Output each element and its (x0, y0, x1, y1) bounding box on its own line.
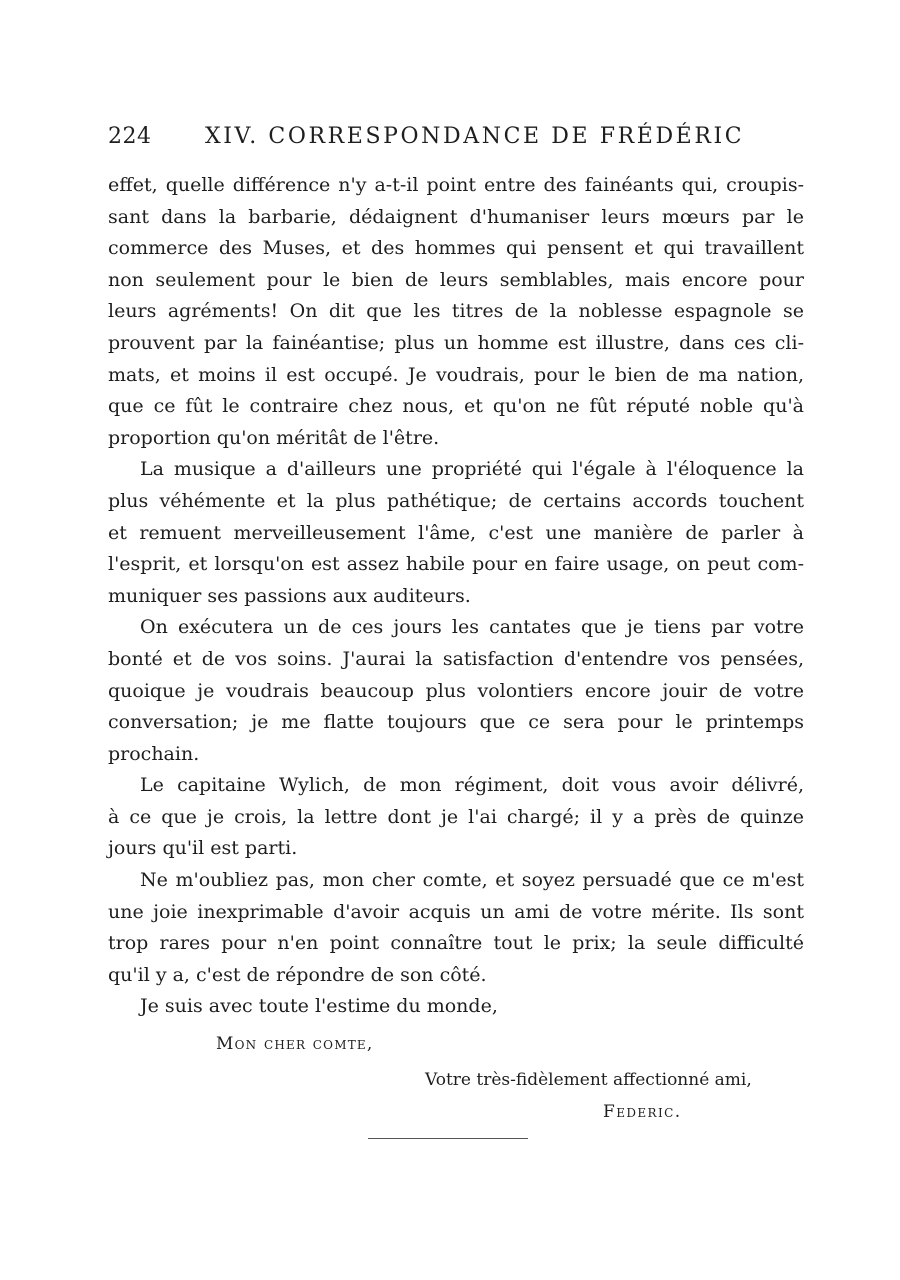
text-line: Je suis avec toute l'estime du monde, (140, 995, 498, 1018)
end-rule (368, 1138, 528, 1139)
paragraph (108, 454, 804, 612)
text-line: La musique a d'ailleurs une propriété qui l'égale à l'éloquence la (140, 458, 804, 481)
text-line: et remuent merveilleusement l'âme, c'est une manière de parler à (108, 521, 804, 544)
text-line: On exécutera un de ces jours les cantates que je tiens par votre (140, 616, 804, 639)
running-head: XIV. CORRESPONDANCE DE FRÉDÉRIC (205, 124, 745, 149)
paragraph (108, 865, 804, 991)
text-line: prouvent par la fainéantise; plus un homme est illustre, dans ces cli- (108, 331, 804, 354)
text-line: leurs agréments! On dit que les titres de la noblesse espagnole se (108, 300, 804, 323)
letter-body (108, 170, 804, 1023)
text-line: Ne m'oubliez pas, mon cher comte, et soyez persuadé que ce m'est (140, 869, 804, 892)
text-line: effet, quelle différence n'y a-t-il point entre des fainéants qui, croupis- (108, 174, 804, 196)
text-line: commerce des Muses, et des hommes qui pensent et qui travaillent (108, 237, 804, 260)
text-line: jours qu'il est parti. (108, 837, 298, 860)
text-line: non seulement pour le bien de leurs semblables, mais encore pour (108, 268, 804, 291)
text-line: bonté et de vos soins. J'aurai la satisfaction d'entendre vos pensées, (108, 647, 804, 670)
text-line: trop rares pour n'en point connaître tout le prix; la seule difficulté (108, 932, 804, 955)
page-number: 224 (108, 124, 152, 149)
text-line: proportion qu'on méritât de l'être. (108, 426, 440, 449)
signoff: Votre très-fidèlement affectionné ami, (425, 1070, 752, 1090)
text-line: Le capitaine Wylich, de mon régiment, doit vous avoir délivré, (140, 774, 804, 797)
text-line: l'esprit, et lorsqu'on est assez habile pour en faire usage, on peut com- (108, 553, 804, 576)
text-line: conversation; je me flatte toujours que ce sera pour le printemps (108, 711, 804, 734)
paragraph (108, 770, 804, 865)
text-line: que ce fût le contraire chez nous, et qu'on ne fût réputé noble qu'à (108, 395, 804, 418)
text-line: prochain. (108, 742, 200, 765)
paragraph (108, 991, 804, 1023)
text-line: mats, et moins il est occupé. Je voudrais, pour le bien de ma nation, (108, 363, 804, 386)
text-line: quoique je voudrais beaucoup plus volontiers encore jouir de votre (108, 679, 804, 702)
text-line: sant dans la barbarie, dédaignent d'humaniser leurs mœurs par le (108, 205, 804, 228)
text-line: une joie inexprimable d'avoir acquis un ami de votre mérite. Ils sont (108, 900, 804, 923)
text-line: qu'il y a, c'est de répondre de son côté. (108, 963, 487, 986)
text-line: plus véhémente et la plus pathétique; de certains accords touchent (108, 489, 804, 512)
text-line: muniquer ses passions aux auditeurs. (108, 584, 471, 607)
page-header (108, 124, 808, 158)
text-line: à ce que je crois, la lettre dont je l'ai chargé; il y a près de quinze (108, 805, 804, 828)
signature: Federic. (603, 1102, 682, 1122)
paragraph (108, 612, 804, 770)
salutation: Mon cher comte, (216, 1034, 374, 1054)
paragraph (108, 170, 804, 454)
